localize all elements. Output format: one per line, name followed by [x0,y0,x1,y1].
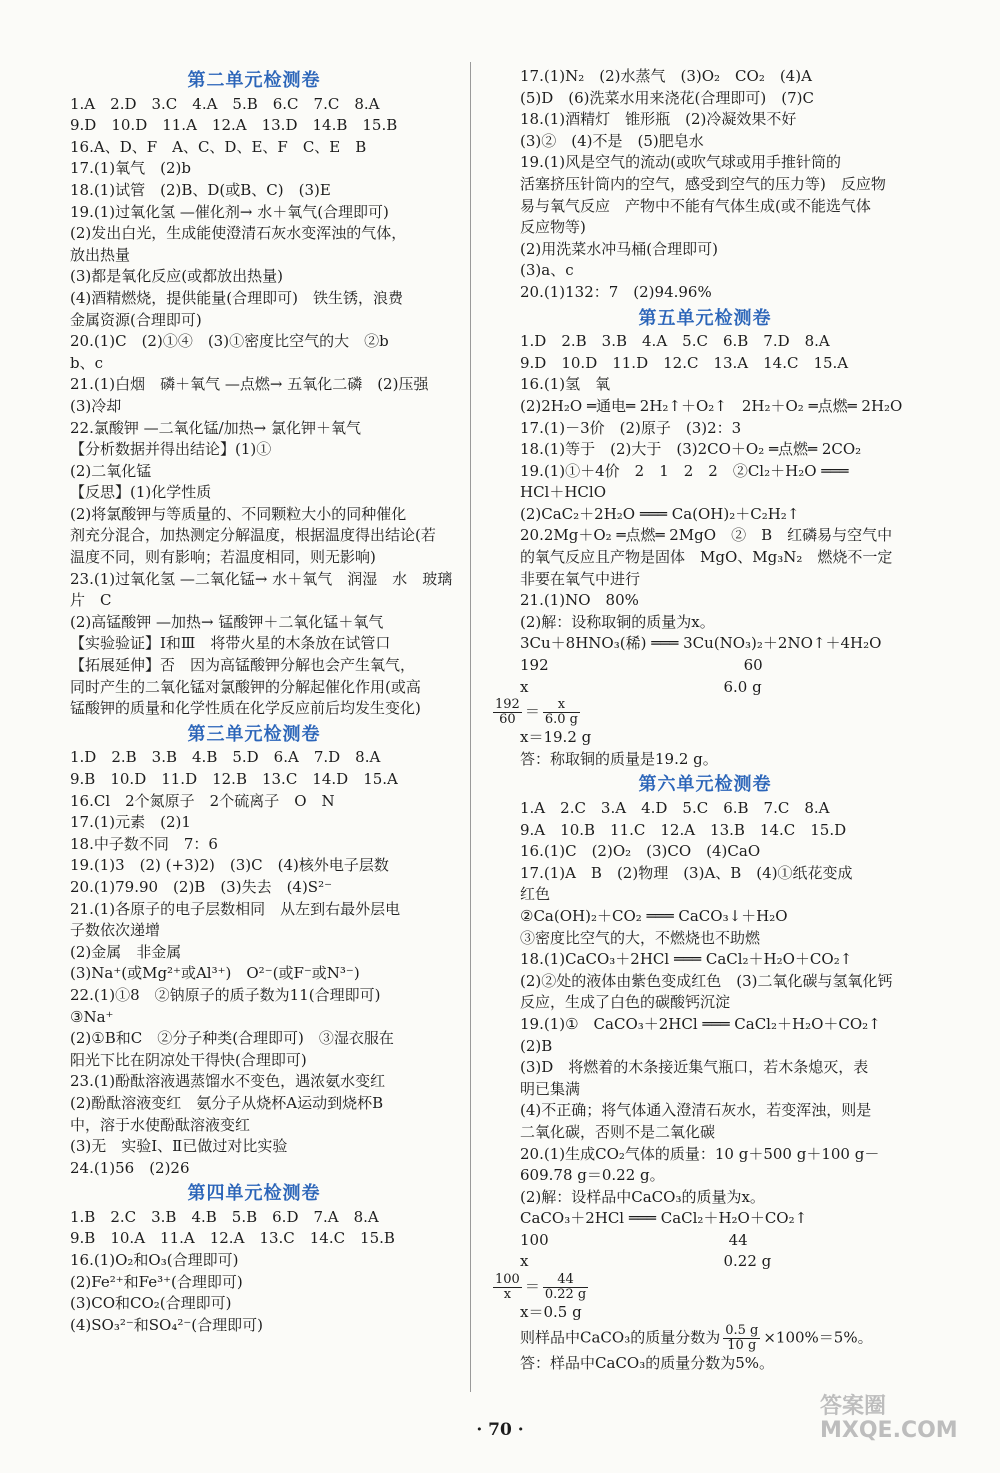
answer-line: 9.A 10.B 11.C 12.A 13.B 14.C 15.D [520,820,847,839]
answer-line: x 6.0 g [520,677,762,696]
answer-line: b、c [70,353,104,372]
answer-line: (3)D 将燃着的木条接近集气瓶口，若木条熄灭，表 [520,1058,869,1077]
unit5-answers [490,331,920,698]
answer-line: 21.(1)白烟 磷＋氧气 —点燃→ 五氧化二磷 (2)压强 [70,375,429,394]
answer-line: (3)Na⁺(或Mg²⁺或Al³⁺) O²⁻(或F⁻或N³⁻) [70,964,360,983]
answer-line: (3)都是氧化反应(或都放出热量) [70,267,283,286]
answer-line: 9.B 10.A 11.A 12.A 13.C 14.C 15.B [70,1229,395,1248]
unit2-title: 第二单元检测卷 [187,70,321,91]
answer-line: 反应，生成了白色的碳酸钙沉淀 [520,993,731,1012]
right-column [490,66,920,1374]
answer-line: 19.(1)①＋4价 2 1 2 2 ②Cl₂＋H₂O ═══ [520,461,849,480]
answer-line: 100 44 [520,1230,748,1249]
answer-line: (2)解：设称取铜的质量为x。 [520,612,715,631]
answer-line: 16.Cl 2个氮原子 2个硫离子 O N [70,791,335,810]
answer-line: 609.78 g＝0.22 g。 [520,1166,665,1185]
answer-line: (3)② (4)不是 (5)肥皂水 [520,131,704,150]
unit5-tail [490,727,920,770]
answer-line: (2)用洗菜水冲马桶(合理即可) [520,239,718,258]
answer-line: 23.(1)酚酞溶液遇蒸馏水不变色，遇浓氨水变红 [70,1072,386,1091]
answer-line: (3)冷却 [70,396,122,415]
answer-line: (2)B [520,1036,553,1055]
unit5-title: 第五单元检测卷 [638,307,772,329]
fraction: $\frac{192}{60}$ [495,698,520,728]
unit4-answers [40,1207,468,1337]
answer-line: 的氧气反应且产物是固体 MgO、Mg₃N₂ 燃烧不一定 [520,548,893,567]
answer-line: 1.D 2.B 3.B 4.B 5.D 6.A 7.D 8.A [70,748,381,767]
answer-line: 18.(1)CaCO₃＋2HCl ═══ CaCl₂＋H₂O＋CO₂↑ [520,950,853,969]
answer-line: 17.(1)N₂ (2)水蒸气 (3)O₂ CO₂ (4)A [520,67,812,85]
answer-line: (3)无 实验Ⅰ、Ⅱ已做过对比实验 [70,1137,288,1156]
answer-line: 17.(1)－3价 (2)原子 (3)2：3 [520,418,742,437]
answer-line: x 0.22 g [520,1252,772,1271]
fraction: $\frac{44}{0.22 g}$ [544,1273,587,1303]
answer-line: 二氧化碳，否则不是二氧化碳 [520,1122,716,1141]
answer-line: 1.D 2.B 3.B 4.A 5.C 6.B 7.D 8.A [520,332,830,351]
answer-line: 192 60 [520,656,763,675]
unit5-proportion: $\frac{192}{60}$ ＝ $\frac{x}{6.0 g}$ [495,698,578,728]
answer-line: 16.A、D、F A、C、D、E、F C、E B [70,137,367,156]
unit3-answers [40,747,468,1179]
column-divider [470,62,471,1392]
answer-line: (2)将氯酸钾与等质量的、不同颗粒大小的同种催化 [70,504,407,523]
answer-line: 1.A 2.C 3.A 4.D 5.C 6.B 7.C 8.A [520,799,830,817]
answer-line: (5)D (6)洗菜水用来浇花(合理即可) (7)C [520,88,814,107]
answer-line: (2)CaC₂＋2H₂O ═══ Ca(OH)₂＋C₂H₂↑ [520,504,800,523]
answer-line: 22.(1)①8 ②钠原子的质子数为11(合理即可) [70,985,381,1004]
unit6-proportion: $\frac{100}{x}$ ＝ $\frac{44}{0.22 g}$ [495,1273,587,1303]
answer-line: 17.(1)元素 (2)1 [70,813,191,832]
answer-line: (2)2H₂O ═通电═ 2H₂↑＋O₂↑ 2H₂＋O₂ ═点燃═ 2H₂O [520,396,903,415]
final-answer: 答：样品中CaCO₃的质量分数为5%。 [520,1353,775,1372]
answer-line: 1.A 2.D 3.C 4.A 5.B 6.C 7.C 8.A [70,94,380,113]
answer-line: 19.(1)过氧化氢 —催化剂→ 水＋氧气(合理即可) [70,202,389,221]
fraction: $\frac{x}{6.0 g}$ [544,698,578,728]
answer-line: 24.(1)56 (2)26 [70,1158,190,1177]
unit6-answers [490,798,920,1273]
answer-line: 9.B 10.D 11.D 12.B 13.C 14.D 15.A [70,770,398,788]
answer-line: 【实验验证】Ⅰ和Ⅲ 将带火星的木条放在试管口 [70,634,391,653]
answer-line: 非要在氧气中进行 [520,569,641,588]
left-column [40,66,468,1336]
answer-line: 17.(1)A B (2)物理 (3)A、B (4)①纸花变成 [520,863,853,882]
answer-line: 金属资源(合理即可) [70,310,202,329]
answer-line: (2)Fe²⁺和Fe³⁺(合理即可) [70,1272,243,1291]
answer-line: 18.(1)等于 (2)大于 (3)2CO＋O₂ ═点燃═ 2CO₂ [520,440,862,459]
answer-line: CaCO₃＋2HCl ═══ CaCl₂＋H₂O＋CO₂↑ [520,1209,808,1228]
unit6-tail [490,1302,920,1324]
answer-line: 放出热量 [70,245,131,264]
answer-line: (2)发出白光，生成能使澄清石灰水变浑浊的气体， [70,224,407,243]
answer-line: (2)酚酞溶液变红 氨分子从烧杯A运动到烧杯B [70,1093,384,1112]
unit4-answers-continued [490,66,920,304]
answer-line: 答：称取铜的质量是19.2 g。 [520,749,718,768]
answer-line: (2)二氧化锰 [70,461,152,480]
answer-line: 21.(1)NO 80% [520,591,639,610]
answer-line: 【拓展延伸】否 因为高锰酸钾分解也会产生氧气， [70,656,416,675]
answer-line: 【分析数据并得出结论】(1)① [70,440,272,459]
answer-line: 明已集满 [520,1079,581,1098]
answer-line: x＝0.5 g [520,1303,582,1322]
answer-line: 22.氯酸钾 —二氧化锰/加热→ 氯化钾＋氧气 [70,418,362,437]
answer-line: 16.(1)氢 氧 [520,375,611,394]
answer-line: 3Cu＋8HNO₃(稀) ═══ 3Cu(NO₃)₂＋2NO↑＋4H₂O [520,634,882,653]
answer-line: 20.(1)C (2)①④ (3)①密度比空气的大 ②b [70,332,389,351]
answer-line: 20.(1)生成CO₂气体的质量：10 g＋500 g＋100 g－ [520,1144,880,1163]
answer-line: 18.(1)酒精灯 锥形瓶 (2)冷凝效果不好 [520,110,797,129]
page-number: · 70 · [476,1420,524,1440]
answer-line: (4)不正确；将气体通入澄清石灰水，若变浑浊，则是 [520,1101,872,1120]
answer-line: 20.(1)79.90 (2)B (3)失去 (4)S²⁻ [70,877,333,896]
answer-line: 片 C [70,591,112,610]
answer-line: 中，溶于水使酚酞溶液变红 [70,1115,251,1134]
answer-line: 20.(1)132：7 (2)94.96% [520,282,712,301]
answer-line: 21.(1)各原子的电子层数相同 从左到右最外层电 [70,899,401,918]
answer-line: 23.(1)过氧化氢 —二氧化锰→ 水＋氧气 润湿 水 玻璃 [70,569,453,588]
answer-line: 阳光下比在阴凉处干得快(合理即可) [70,1050,307,1069]
answer-line: 红色 [520,885,551,904]
answer-line: 同时产生的二氧化锰对氯酸钾的分解起催化作用(或高 [70,677,421,696]
unit4-title: 第四单元检测卷 [187,1183,321,1205]
answer-line: (4)SO₃²⁻和SO₄²⁻(合理即可) [70,1315,263,1334]
answer-line: 17.(1)氧气 (2)b [70,159,191,178]
answer-line: 19.(1)风是空气的流动(或吹气球或用手推针筒的 [520,153,841,172]
answer-line: 9.D 10.D 11.A 12.A 13.D 14.B 15.B [70,116,398,135]
answer-line: 子数依次递增 [70,921,161,940]
answer-line: 锰酸钾的质量和化学性质在化学反应前后均发生变化) [70,699,421,718]
answer-line: (2)金属 非金属 [70,942,182,961]
answer-line: (2)高锰酸钾 —加热→ 锰酸钾＋二氧化锰＋氧气 [70,612,384,631]
answer-line: (3)a、c [520,261,574,280]
answer-line: 1.B 2.C 3.B 4.B 5.B 6.D 7.A 8.A [70,1207,379,1226]
answer-line: 9.D 10.D 11.D 12.C 13.A 14.C 15.A [520,353,849,372]
unit3-title: 第三单元检测卷 [187,723,321,745]
answer-line: 活塞挤压针筒内的空气，感受到空气的压力等) 反应物 [520,174,886,193]
answer-line: 20.2Mg＋O₂ ═点燃═ 2MgO ② B 红磷易与空气中 [520,526,893,545]
answer-line: 19.(1)① CaCO₃＋2HCl ═══ CaCl₂＋H₂O＋CO₂↑ [520,1014,881,1033]
answer-line: (2)①B和C ②分子种类(合理即可) ③湿衣服在 [70,1029,394,1048]
answer-line: ③Na⁺ [70,1007,114,1026]
answer-line: 16.(1)O₂和O₃(合理即可) [70,1251,239,1270]
answer-line: 【反思】(1)化学性质 [70,483,212,502]
answer-line: 易与氧气反应 产物中不能有气体生成(或不能选气体 [520,196,871,215]
answer-line: (2)解：设样品中CaCO₃的质量为x。 [520,1187,765,1206]
watermark-logo: 答案圈 MXQE.COM [820,1394,958,1443]
answer-line: ③密度比空气的大，不燃烧也不助燃 [520,928,761,947]
unit6-title: 第六单元检测卷 [638,774,772,796]
answer-line: (3)CO和CO₂(合理即可) [70,1294,232,1313]
mass-fraction-line: 则样品中CaCO₃的质量分数为 $\frac{0.5 g}{10 g}$ ×100%＝5%。 [520,1323,873,1353]
answer-line: 18.中子数不同 7：6 [70,834,218,853]
answer-line: 反应物等) [520,218,586,237]
answer-line: 18.(1)试管 (2)B、D(或B、C) (3)E [70,180,331,199]
answer-line: ②Ca(OH)₂＋CO₂ ═══ CaCO₃↓＋H₂O [520,906,788,925]
answer-line: x＝19.2 g [520,728,592,747]
answer-line: (2)②处的液体由紫色变成红色 (3)二氧化碳与氢氧化钙 [520,971,893,990]
fraction: $\frac{100}{x}$ [495,1273,520,1303]
answer-line: (4)酒精燃烧，提供能量(合理即可) 铁生锈，浪费 [70,288,403,307]
answer-line: 19.(1)3 (2) (+3)2) (3)C (4)核外电子层数 [70,856,389,875]
answer-line: 剂充分混合，加热测定分解温度，根据温度得出结论(若 [70,526,436,545]
answer-line: HCl＋HClO [520,483,607,502]
answer-line: 16.(1)C (2)O₂ (3)CO (4)CaO [520,842,761,861]
fraction: $\frac{0.5 g}{10 g}$ [725,1323,759,1353]
unit2-answers [40,94,468,720]
answer-line: 温度不同，则有影响；若温度相同，则无影响) [70,548,376,567]
